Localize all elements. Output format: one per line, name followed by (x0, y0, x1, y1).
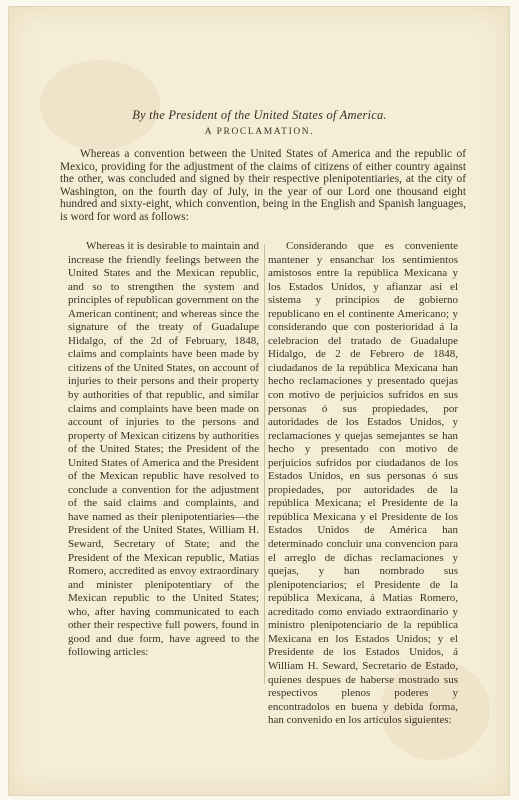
english-column: Whereas it is desirable to maintain and increase the friendly feelings between the United States and the Mexican republic, and so to strengthen the system and principles of republican government on the American continent; and whereas since the signature of the treaty of Guadalupe Hidalgo, of the 2d of February, 1848, claims and complaints have been made by citizens of the United States, on account of injuries to their persons and their property by authorities of that republic, and similar claims and complaints have been made on account of injuries to the persons and property of Mexican citizens by authorities of the United States; the President of the United States of America and the President of the Mexican republic have resolved to conclude a convention for the adjustment of the said claims and complaints, and have named as their plenipotentiaries—the President of the United States, William H. Seward, Secretary of State; and the President of the Mexican republic, Matias Romero, accredited as envoy extraordinary and minister plenipotentiary of the Mexican republic to the United States; who, after having communicated to each other their respective full powers, found in good and due form, have agreed to the following articles: (68, 240, 259, 659)
proclamation-subheading: A PROCLAMATION. (204, 127, 315, 137)
spanish-column: Considerando que es conveniente mantener y ensanchar los sentimientos amistosos entre la república Mexicana y los Estados Unidos, y afianzar asi el sistema y principios de gobierno republicano en el continente Americano; y considerando que con posterioridad á la celebracion del tratado de Guadalupe Hidalgo, de 2 de Febrero de 1848, ciudadanos de la república Mexicana han hecho reclamaciones y presentado quejas con motivo de perjuicios sufridos en sus personas ó sus propiedades, por autoridades de los Estados Unidos, y reclamaciones y quejas semejantes se han hecho y presentado con motivo de perjuicios sufridos por ciudadanos de los Estados Unidos, en sus personas ó sus propiedades, por autoridades de la república Mexicana; el Presidente de la república Mexicana y el Presidente de los Estados Unidos de América han determinado concluir una convencion para el arreglo de dichas reclamaciones y quejas, y han nombrado sus plenipotenciarios; el Presidente de la república Mexicana, á Matias Romero, acreditado como enviado extraordinario y ministro plenipotenciario de la república Mexicana en los Estados Unidos; y el Presidente de los Estados Unidos, á William H. Seward, Secretario de Estado, quienes despues de haberse mostrado sus respectivos plenos poderes y encontradolos en buena y debida forma, han convenido en los artículos siguientes: (268, 240, 458, 727)
column-divider (264, 244, 265, 684)
preamble-paragraph: Whereas a convention between the United States of America and the republic of Mexico, providing for the adjustment of the claims of citizens of either country against the other, was concluded and signed by their respective plenipotentiaries, at the city of Washington, on the fourth day of July, in the year of our Lord one thousand eight hundred and sixty-eight, which convention, being in the English and Spanish languages, is word for word as follows: (60, 148, 466, 223)
proclamation-heading: By the President of the United States of America. (132, 108, 387, 122)
